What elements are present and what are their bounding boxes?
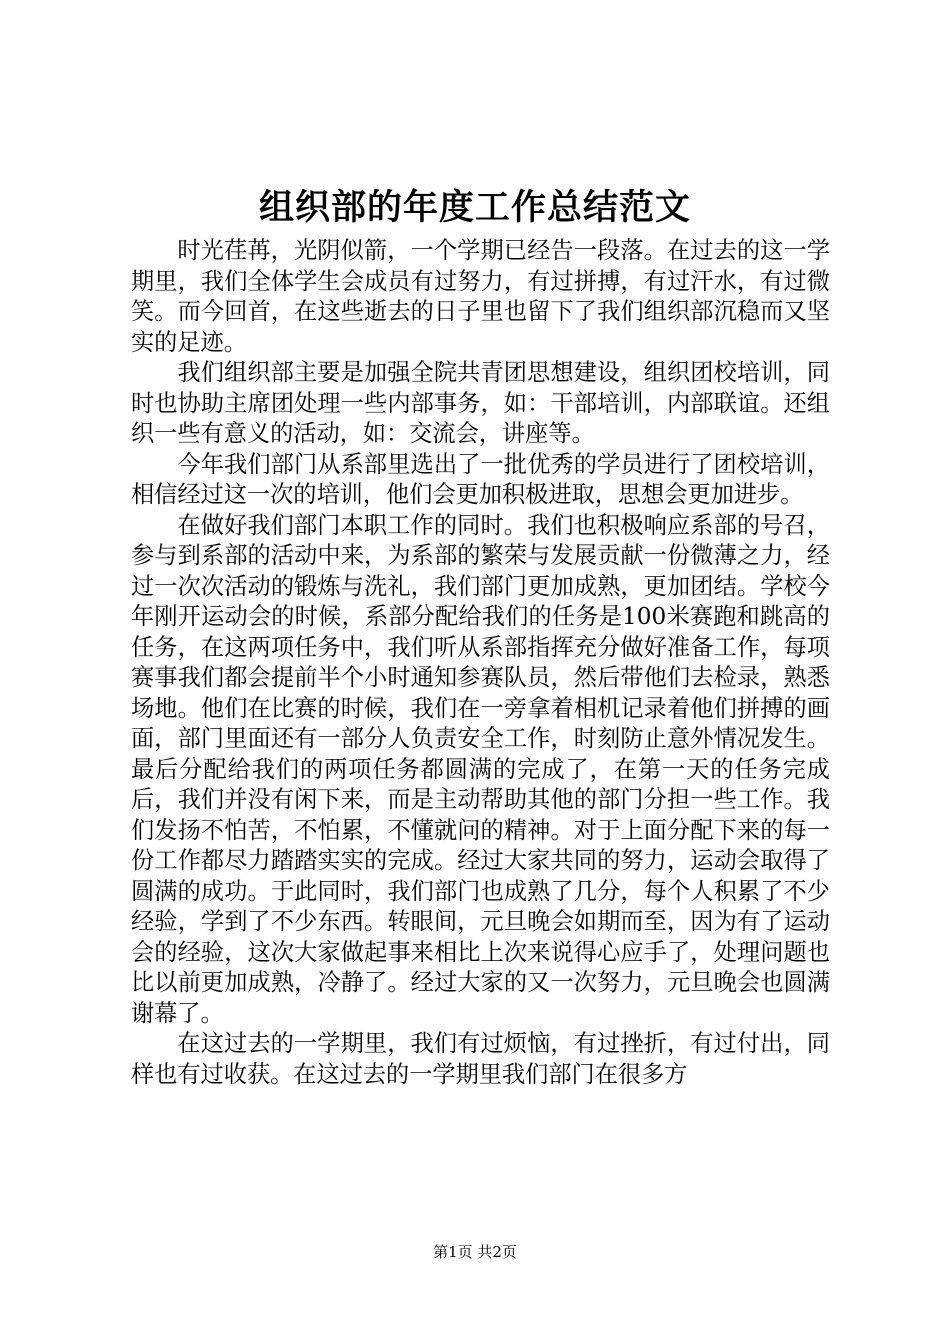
document-body bbox=[131, 236, 830, 1090]
document-title: 组织部的年度工作总结范文 bbox=[258, 187, 691, 228]
paragraph: 时光荏苒，光阴似箭，一个学期已经告一段落。在过去的这一学期里，我们全体学生会成员有过努力，有过拼搏，有过汗水，有过微笑。而今回首，在这些逝去的日子里也留下了我们组织部沉稳而又坚实的足迹。 bbox=[131, 237, 830, 356]
page-footer: 第1页 共2页 bbox=[433, 1243, 517, 1261]
paragraph: 今年我们部门从系部里选出了一批优秀的学员进行了团校培训，相信经过这一次的培训，他们会更加积极进取，思想会更加进步。 bbox=[131, 450, 830, 508]
paragraph: 在做好我们部门本职工作的同时。我们也积极响应系部的号召，参与到系部的活动中来，为系部的繁荣与发展贡献一份微薄之力，经过一次次活动的锻炼与洗礼，我们部门更加成熟，更加团结。学校今年刚开运动会的时候，系部分配给我们的任务是100米赛跑和跳高的任务，在这两项任务中，我们听从系部指挥充分做好准备工作，每项赛事我们都会提前半个小时通知参赛队员，然后带他们去检录，熟悉场地。他们在比赛的时候，我们在一旁拿着相机记录着他们拼搏的画面，部门里面还有一部分人负责安全工作，时刻防止意外情况发生。最后分配给我们的两项任务都圆满的完成了，在第一天的任务完成后，我们并没有闲下来，而是主动帮助其他的部门分担一些工作。我们发扬不怕苦，不怕累，不懂就问的精神。对于上面分配下来的每一份工作都尽力踏踏实实的完成。经过大家共同的努力，运动会取得了圆满的成功。于此同时，我们部门也成熟了几分，每个人积累了不少经验，学到了不少东西。转眼间，元旦晚会如期而至，因为有了运动会的经验，这次大家做起事来相比上次来说得心应手了，处理问题也比以前更加成熟，冷静了。经过大家的又一次努力，元旦晚会也圆满谢幕了。 bbox=[131, 511, 830, 1027]
paragraph: 我们组织部主要是加强全院共青团思想建设，组织团校培训，同时也协助主席团处理一些内部事务，如：干部培训，内部联谊。还组织一些有意义的活动，如：交流会，讲座等。 bbox=[131, 359, 830, 447]
paragraph: 在这过去的一学期里，我们有过烦恼，有过挫折，有过付出，同样也有过收获。在这过去的一学期里我们部门在很多方 bbox=[131, 1030, 830, 1088]
